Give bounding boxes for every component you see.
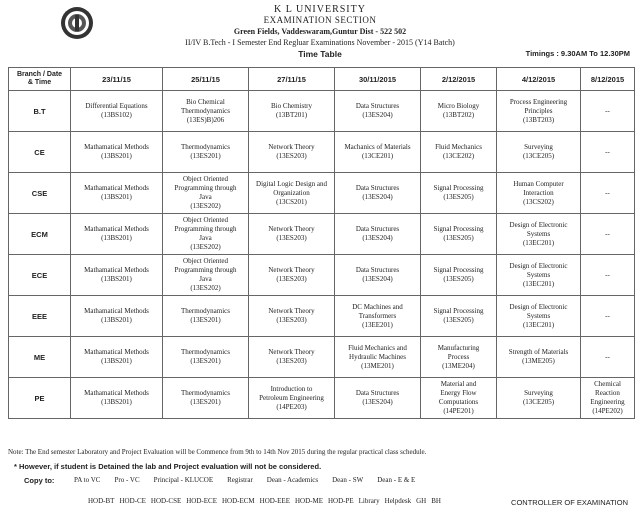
date-header: 25/11/15 (163, 68, 249, 91)
exam-cell-line: (13ES201) (190, 152, 221, 160)
exam-cell-line: (13ES205) (443, 275, 474, 283)
exam-cell-line: (13CE205) (522, 398, 555, 406)
copy-to-recipient: BH (431, 497, 441, 505)
exam-cell-line: (13ES201) (190, 316, 221, 324)
exam-cell-line: (14PE201) (443, 407, 474, 415)
exam-cell-line: (13ES203) (276, 152, 307, 160)
exam-cell-line: Fluid Mechanics and (348, 343, 407, 352)
copy-to-recipient: Dean - Academics (266, 476, 319, 484)
exam-cell-line: -- (605, 106, 610, 115)
exam-cell (249, 91, 335, 132)
copy-to-recipient: HOD-ECM (221, 497, 255, 505)
exam-cell-line: (13BT203) (522, 115, 555, 124)
exam-cell (421, 337, 497, 378)
exam-cell (335, 173, 421, 214)
copy-to-recipient: Registrar (227, 476, 253, 484)
copy-to-recipient: HOD-CSE (150, 497, 182, 505)
exam-cell (163, 173, 249, 214)
exam-cell (249, 378, 335, 419)
exam-cell-line: Energy Flow (440, 389, 477, 397)
exam-cell-line: Systems (526, 270, 551, 279)
exam-cell-line: Machanics of Materials (344, 143, 411, 151)
exam-cell-line: Design of Electronic (509, 261, 568, 270)
table-row (9, 132, 635, 173)
exam-cell-line: Computations (438, 398, 479, 406)
table-row (9, 91, 635, 132)
date-header: 30/11/2015 (335, 68, 421, 91)
exam-cell-line: Java (199, 275, 212, 283)
copy-to-recipient: HOD-EEE (259, 497, 290, 505)
exam-cell-line: Thermodynamics (181, 348, 230, 356)
copy-to-label: Copy to: (24, 476, 55, 485)
copy-to-recipient: Principal - KLUCOE (153, 476, 214, 484)
exam-cell (581, 296, 635, 337)
branch-cell: PE (9, 378, 71, 419)
exam-cell-line: (13EC201) (522, 279, 555, 288)
controller-signature: CONTROLLER OF EXAMINATION (511, 498, 628, 507)
exam-cell-line: Data Structures (355, 389, 400, 397)
exam-cell-line: -- (605, 188, 610, 197)
exam-cell (497, 91, 581, 132)
exam-cell-line: Chemical (594, 380, 621, 388)
exam-cell-line: (13ES204) (362, 275, 393, 283)
exam-cell-line: Network Theory (268, 266, 315, 274)
exam-cell (71, 173, 163, 214)
exam-cell-line: Programming through (174, 225, 237, 233)
exam-cell-line: (13ES204) (362, 111, 393, 119)
exam-cell-line: (13BS201) (101, 357, 132, 365)
exam-cell-line: Process (447, 352, 470, 361)
exam-cell-line: (14PE202) (592, 407, 623, 415)
exam-cell (497, 337, 581, 378)
exam-cell-line: Differential Equations (85, 102, 148, 110)
exam-cell-line: Engineering (590, 398, 625, 406)
branch-cell: ECE (9, 255, 71, 296)
branch-header-line: & Time (27, 79, 52, 86)
exam-cell (249, 255, 335, 296)
exam-cell-line: (13ES204) (362, 234, 393, 242)
exam-cell (249, 173, 335, 214)
exam-cell-line: (13ME204) (442, 361, 475, 370)
exam-cell-line: Network Theory (268, 143, 315, 151)
exam-cell-line: Design of Electronic (509, 220, 568, 229)
exam-cell-line: -- (605, 229, 610, 238)
exam-cell-line: (13EC201) (522, 238, 555, 247)
exam-cell-line: Data Structures (355, 266, 400, 274)
exam-cell (581, 378, 635, 419)
exam-cell (421, 214, 497, 255)
exam-cell-line: Design of Electronic (509, 302, 568, 311)
exam-cell-line: (13ES202) (190, 284, 221, 292)
exam-cell-line: (13ES202) (190, 243, 221, 251)
exam-cell-line: (13ES203) (276, 316, 307, 324)
copy-to-list-1 (74, 476, 429, 484)
exam-cell-line: -- (605, 147, 610, 156)
header-row (9, 68, 635, 91)
exam-cell-line: Hydraulic Machines (349, 352, 406, 361)
exam-cell-line: Thermodynamics (181, 389, 230, 397)
exam-cell-line: Strength of Materials (508, 348, 569, 356)
copy-to-recipient: Library (358, 497, 380, 505)
exam-cell (335, 91, 421, 132)
exam-cell-line: (13ES205) (443, 193, 474, 201)
exam-cell-line: (13ES202) (190, 202, 221, 210)
exam-cell (335, 214, 421, 255)
exam-cell-line: Reaction (595, 389, 620, 397)
exam-cell-line: Bio Chemistry (270, 102, 313, 110)
exam-cell-line: Network Theory (268, 225, 315, 233)
exam-cell-line: -- (605, 352, 610, 361)
exam-cell-line: (13ES201) (190, 357, 221, 365)
exam-cell-line: (13BS102) (101, 111, 132, 119)
exam-cell-line: Network Theory (268, 307, 315, 315)
exam-cell-line: Systems (526, 229, 551, 238)
exam-cell-line: -- (605, 270, 610, 279)
exam-cell-line: (13BS201) (101, 193, 132, 201)
exam-cell-line: Thermodynamics (181, 106, 230, 115)
exam-cell-line: (14PE203) (276, 402, 307, 411)
exam-cell-line: Mathamatical Methods (84, 389, 149, 397)
exam-cell (71, 296, 163, 337)
branch-date-header (9, 68, 71, 91)
exam-cell-line: Signal Processing (433, 307, 484, 315)
exam-cell (497, 378, 581, 419)
exam-cell-line: (13ES)B)206 (186, 115, 225, 124)
copy-to-recipient: GH (416, 497, 427, 505)
table-row (9, 296, 635, 337)
exam-cell (71, 91, 163, 132)
exam-cell (581, 132, 635, 173)
exam-cell-line: Data Structures (355, 102, 400, 110)
exam-cell-line: (13ES205) (443, 316, 474, 324)
exam-cell-line: Surveying (524, 143, 553, 151)
exam-cell (335, 296, 421, 337)
timetable-title: Time Table (298, 49, 342, 59)
exam-cell-line: (13CS201) (276, 197, 307, 206)
date-header: 4/12/2015 (497, 68, 581, 91)
branch-header-line: Branch / Date (16, 71, 63, 78)
exam-cell (163, 378, 249, 419)
exam-cell-line: Thermodynamics (181, 143, 230, 151)
exam-cell-line: Mathamatical Methods (84, 184, 149, 192)
exam-cell-line: Data Structures (355, 184, 400, 192)
exam-cell-line: Java (199, 234, 212, 242)
exam-cell (71, 132, 163, 173)
date-header: 23/11/15 (71, 68, 163, 91)
exam-cell-line: Bio Chemical (186, 97, 225, 106)
exam-cell-line: Organization (273, 188, 310, 197)
exam-cell-line: Digital Logic Design and (256, 179, 327, 188)
exam-cell (581, 91, 635, 132)
copy-to-recipient: PA to VC (74, 476, 101, 484)
exam-cell (581, 214, 635, 255)
exam-title: II/IV B.Tech - I Semester End Regluar Examinations November - 2015 (Y14 Batch) (185, 38, 455, 47)
exam-cell-line: Systems (526, 311, 551, 320)
exam-cell-line: Object Oriented (183, 216, 228, 224)
address: Green Fields, Vaddeswaram,Guntur Dist - 522 502 (233, 27, 407, 36)
exam-cell-line: Fluid Mechanics (435, 143, 482, 151)
exam-cell-line: Programming through (174, 266, 237, 274)
exam-cell (71, 214, 163, 255)
exam-cell (335, 255, 421, 296)
exam-cell (497, 255, 581, 296)
copy-to-recipient: Helpdesk (384, 497, 412, 505)
branch-cell: CE (9, 132, 71, 173)
exam-cell-line: Process Engineering (509, 97, 568, 106)
exam-cell-line: (13BS201) (101, 316, 132, 324)
exam-cell (581, 255, 635, 296)
exam-cell-line: Programming through (174, 184, 237, 192)
exam-cell (497, 296, 581, 337)
exam-cell-line: Signal Processing (433, 266, 484, 274)
exam-cell (497, 173, 581, 214)
exam-cell (163, 91, 249, 132)
exam-cell (581, 337, 635, 378)
exam-cell-line: (13ES201) (190, 398, 221, 406)
exam-cell-line: (13BS201) (101, 398, 132, 406)
exam-cell-line: -- (605, 311, 610, 320)
exam-cell-line: Network Theory (268, 348, 315, 356)
timings: Timings : 9.30AM To 12.30PM (525, 49, 630, 58)
exam-cell (421, 173, 497, 214)
exam-cell-line: (13ES204) (362, 398, 393, 406)
exam-cell (421, 91, 497, 132)
exam-cell (497, 214, 581, 255)
exam-cell-line: (13BS201) (101, 152, 132, 160)
note: Note: The End semester Laboratory and Project Evaluation will be Commence from 9th to 14th Nov 2015 during the regular practical class schedule. (8, 448, 427, 456)
exam-cell-line: (13CE202) (442, 152, 475, 160)
exam-cell (163, 337, 249, 378)
exam-cell (163, 296, 249, 337)
detained-note: * However, if student is Detained the lab and Project evaluation will not be considered. (14, 462, 322, 471)
branch-cell: CSE (9, 173, 71, 214)
branch-cell: ECM (9, 214, 71, 255)
exam-cell-line: Signal Processing (433, 184, 484, 192)
exam-cell-line: (13BT202) (442, 111, 475, 119)
exam-cell (335, 132, 421, 173)
exam-cell (421, 255, 497, 296)
exam-cell-line: Mathamatical Methods (84, 348, 149, 356)
exam-cell (335, 378, 421, 419)
date-header: 2/12/2015 (421, 68, 497, 91)
exam-cell-line: (13ES203) (276, 275, 307, 283)
exam-cell-line: Mathamatical Methods (84, 266, 149, 274)
exam-cell-line: Signal Processing (433, 225, 484, 233)
exam-cell-line: (13BS201) (101, 234, 132, 242)
copy-to-recipient: HOD-ME (294, 497, 323, 505)
exam-cell-line: (13CS202) (523, 197, 554, 206)
exam-cell-line: Java (199, 193, 212, 201)
exam-cell (421, 132, 497, 173)
copy-to-list-2 (88, 497, 446, 505)
table-row (9, 173, 635, 214)
exam-cell (421, 296, 497, 337)
section-name: EXAMINATION SECTION (263, 15, 377, 25)
exam-cell (71, 378, 163, 419)
exam-cell (163, 132, 249, 173)
exam-cell (581, 173, 635, 214)
exam-cell (335, 337, 421, 378)
branch-cell: ME (9, 337, 71, 378)
exam-cell-line: Petroleum Engineering (259, 393, 324, 402)
exam-cell-line: Object Oriented (183, 175, 228, 183)
exam-cell-line: (13ME201) (361, 361, 394, 370)
table-row (9, 337, 635, 378)
exam-cell-line: Thermodynamics (181, 307, 230, 315)
exam-cell-line: Human Computer (513, 179, 564, 188)
exam-cell (71, 337, 163, 378)
exam-cell-line: Object Oriented (183, 257, 228, 265)
exam-cell (421, 378, 497, 419)
copy-to-recipient: HOD-CE (119, 497, 146, 505)
exam-cell (497, 132, 581, 173)
date-header: 27/11/15 (249, 68, 335, 91)
copy-to-recipient: HOD-PE (327, 497, 354, 505)
exam-cell-line: (13CE201) (361, 152, 394, 160)
exam-cell-line: (13ES203) (276, 357, 307, 365)
branch-cell: EEE (9, 296, 71, 337)
exam-cell-line: (13ES205) (443, 234, 474, 242)
copy-to-recipient: Dean - SW (332, 476, 364, 484)
exam-cell-line: Data Structures (355, 225, 400, 233)
exam-cell-line: (13EE201) (362, 320, 393, 329)
exam-cell-line: Material and (440, 380, 477, 388)
table-row (9, 255, 635, 296)
timetable (8, 67, 635, 419)
exam-cell-line: (13EC201) (522, 320, 555, 329)
exam-cell-line: DC Machines and (352, 302, 403, 311)
exam-cell-line: Mathamatical Methods (84, 225, 149, 233)
exam-cell (249, 214, 335, 255)
exam-cell-line: Principles (524, 106, 553, 115)
exam-cell-line: (13BT201) (275, 111, 308, 119)
copy-to-recipient: Pro - VC (114, 476, 140, 484)
exam-cell (163, 255, 249, 296)
branch-cell: B.T (9, 91, 71, 132)
exam-cell-line: Interaction (523, 188, 554, 197)
exam-cell-line: (13ES204) (362, 193, 393, 201)
exam-cell-line: (13ES203) (276, 234, 307, 242)
exam-cell (249, 296, 335, 337)
exam-cell-line: Micro Biology (437, 102, 480, 110)
exam-cell-line: (13BS201) (101, 275, 132, 283)
exam-cell-line: Introduction to (270, 384, 313, 393)
date-header: 8/12/2015 (581, 68, 635, 91)
exam-cell-line: Surveying (524, 389, 553, 397)
table-row (9, 378, 635, 419)
exam-cell-line: Mathamatical Methods (84, 307, 149, 315)
copy-to-recipient: HOD-BT (88, 497, 115, 505)
table-row (9, 214, 635, 255)
exam-cell (71, 255, 163, 296)
exam-cell-line: Manufacturing (437, 343, 480, 352)
exam-cell-line: Transformers (358, 311, 397, 320)
exam-cell-line: Mathamatical Methods (84, 143, 149, 151)
exam-cell (163, 214, 249, 255)
copy-to-recipient: HOD-ECE (186, 497, 217, 505)
exam-cell-line: (13ME205) (522, 357, 555, 365)
copy-to-recipient: Dean - E & E (377, 476, 416, 484)
exam-cell (249, 337, 335, 378)
university-name: K L UNIVERSITY (274, 4, 366, 15)
exam-cell (249, 132, 335, 173)
exam-cell-line: (13CE205) (522, 152, 555, 160)
